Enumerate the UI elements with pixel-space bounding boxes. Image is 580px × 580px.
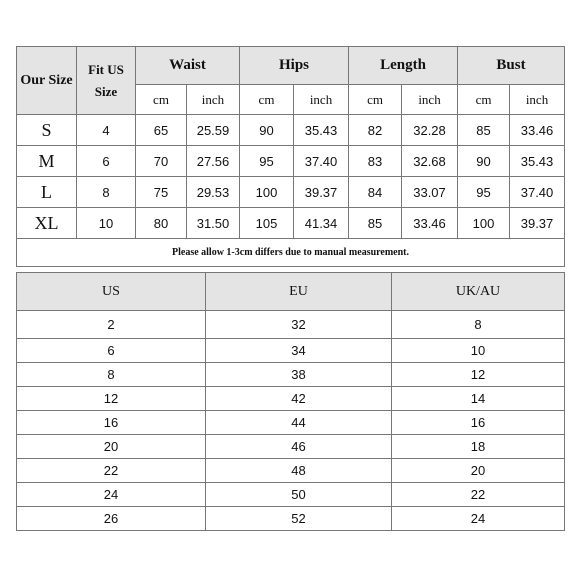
waist-inch-cell: 31.50 (187, 208, 240, 239)
bust-inch-cell: 39.37 (510, 208, 565, 239)
hips-cm-header: cm (240, 85, 294, 115)
eu-cell: 42 (206, 387, 392, 411)
bust-header: Bust (458, 47, 565, 85)
table-row (17, 208, 565, 239)
waist-cm-cell: 70 (136, 146, 187, 177)
eu-cell: 52 (206, 507, 392, 531)
length-cm-cell: 85 (349, 208, 402, 239)
length-cm-cell: 83 (349, 146, 402, 177)
waist-cm-cell: 65 (136, 115, 187, 146)
us-cell: 8 (17, 363, 206, 387)
length-inch-cell: 33.46 (402, 208, 458, 239)
length-inch-cell: 32.28 (402, 115, 458, 146)
bust-cm-header: cm (458, 85, 510, 115)
us-size-cell: 10 (77, 208, 136, 239)
length-inch-cell: 33.07 (402, 177, 458, 208)
uk-au-cell: 14 (392, 387, 565, 411)
hips-header: Hips (240, 47, 349, 85)
waist-inch-cell: 29.53 (187, 177, 240, 208)
us-column-header: US (17, 273, 206, 311)
eu-cell: 32 (206, 311, 392, 339)
table-row (17, 115, 565, 146)
table-row (17, 483, 565, 507)
size-measurement-table (16, 46, 565, 267)
us-cell: 26 (17, 507, 206, 531)
length-inch-cell: 32.68 (402, 146, 458, 177)
hips-inch-cell: 39.37 (294, 177, 349, 208)
eu-column-header: EU (206, 273, 392, 311)
bust-inch-cell: 35.43 (510, 146, 565, 177)
waist-header: Waist (136, 47, 240, 85)
bust-inch-cell: 33.46 (510, 115, 565, 146)
table-row (17, 411, 565, 435)
hips-cm-cell: 105 (240, 208, 294, 239)
bust-cm-cell: 100 (458, 208, 510, 239)
us-size-cell: 6 (77, 146, 136, 177)
uk-au-cell: 24 (392, 507, 565, 531)
uk-au-cell: 12 (392, 363, 565, 387)
waist-inch-header: inch (187, 85, 240, 115)
table-row (17, 146, 565, 177)
waist-inch-cell: 25.59 (187, 115, 240, 146)
length-cm-header: cm (349, 85, 402, 115)
us-cell: 2 (17, 311, 206, 339)
uk-au-cell: 22 (392, 483, 565, 507)
length-header: Length (349, 47, 458, 85)
bust-cm-cell: 95 (458, 177, 510, 208)
table-row (17, 177, 565, 208)
hips-cm-cell: 100 (240, 177, 294, 208)
us-size-cell: 4 (77, 115, 136, 146)
table-row (17, 363, 565, 387)
us-cell: 6 (17, 339, 206, 363)
uk-au-cell: 10 (392, 339, 565, 363)
hips-cm-cell: 95 (240, 146, 294, 177)
hips-inch-cell: 41.34 (294, 208, 349, 239)
eu-cell: 34 (206, 339, 392, 363)
eu-cell: 50 (206, 483, 392, 507)
table-row (17, 459, 565, 483)
size-label: M (17, 146, 77, 177)
hips-inch-cell: 37.40 (294, 146, 349, 177)
eu-cell: 44 (206, 411, 392, 435)
table-row (17, 387, 565, 411)
fit-us-header-line1: Fit US (88, 61, 124, 77)
size-conversion-table (16, 272, 565, 531)
uk-au-column-header: UK/AU (392, 273, 565, 311)
fit-us-size-header (77, 47, 136, 115)
us-cell: 12 (17, 387, 206, 411)
table-row (17, 507, 565, 531)
us-cell: 16 (17, 411, 206, 435)
us-cell: 22 (17, 459, 206, 483)
bust-inch-header: inch (510, 85, 565, 115)
eu-cell: 48 (206, 459, 392, 483)
measurement-note: Please allow 1-3cm differs due to manual measurement. (17, 239, 565, 267)
waist-inch-cell: 27.56 (187, 146, 240, 177)
waist-cm-cell: 80 (136, 208, 187, 239)
us-cell: 24 (17, 483, 206, 507)
fit-us-header-line2: Size (94, 83, 118, 99)
table-row (17, 339, 565, 363)
uk-au-cell: 20 (392, 459, 565, 483)
size-label: L (17, 177, 77, 208)
us-size-cell: 8 (77, 177, 136, 208)
table-row (17, 435, 565, 459)
us-cell: 20 (17, 435, 206, 459)
size-label: XL (17, 208, 77, 239)
waist-cm-header: cm (136, 85, 187, 115)
hips-inch-header: inch (294, 85, 349, 115)
hips-cm-cell: 90 (240, 115, 294, 146)
uk-au-cell: 16 (392, 411, 565, 435)
uk-au-cell: 8 (392, 311, 565, 339)
hips-inch-cell: 35.43 (294, 115, 349, 146)
our-size-header: Our Size (17, 47, 77, 115)
eu-cell: 38 (206, 363, 392, 387)
size-label: S (17, 115, 77, 146)
length-inch-header: inch (402, 85, 458, 115)
bust-cm-cell: 90 (458, 146, 510, 177)
length-cm-cell: 84 (349, 177, 402, 208)
bust-inch-cell: 37.40 (510, 177, 565, 208)
bust-cm-cell: 85 (458, 115, 510, 146)
uk-au-cell: 18 (392, 435, 565, 459)
length-cm-cell: 82 (349, 115, 402, 146)
eu-cell: 46 (206, 435, 392, 459)
waist-cm-cell: 75 (136, 177, 187, 208)
table-row (17, 311, 565, 339)
